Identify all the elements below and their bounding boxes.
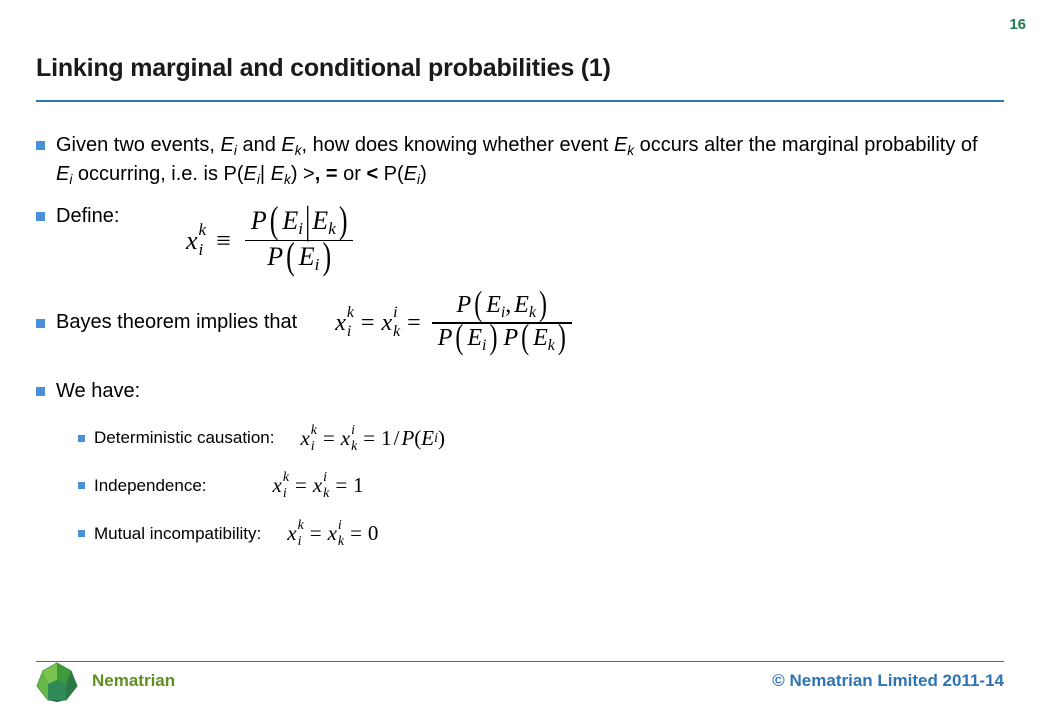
intro-part-e: , how does knowing whether event	[301, 134, 614, 156]
intro-sub-i-4: i	[417, 171, 421, 187]
eq-define-lhs-sup: k	[198, 220, 207, 240]
intro-sub-i-2: i	[69, 171, 73, 187]
equation-define	[186, 198, 1004, 278]
intro-part-p: <	[366, 162, 379, 185]
eq-bayes-lhs1-sub: i	[346, 322, 352, 340]
sub-bullet-mutual-label: Mutual incompatibility:	[94, 524, 262, 544]
eq-mut-lhs1-sub: i	[297, 533, 302, 549]
bullet-square-icon	[78, 530, 85, 537]
bullet-intro-text	[56, 132, 986, 189]
intro-sub-i-3: i	[256, 171, 260, 187]
eq-mut-lhs2-sub: k	[337, 533, 345, 549]
eq-bayes-lhs1-indices	[347, 305, 354, 339]
eq-define-denominator: P ( Ei )	[267, 235, 332, 278]
eq-bayes-num-arg2-sub: k	[528, 303, 536, 321]
eq-bayes-num-comma: ,	[505, 291, 512, 318]
eq-det-value: 1	[381, 425, 392, 450]
eq-define-den-fn: P	[267, 242, 284, 272]
equation-bayes	[335, 285, 576, 357]
eq-ind-lhs1-sub: i	[282, 485, 287, 501]
eq-det-eq1: =	[322, 425, 335, 450]
eq-bayes-lhs2-sup: i	[393, 304, 398, 322]
eq-ind-eq2: =	[335, 473, 348, 498]
eq-bayes-denominator: P ( Ei ) P ( Ek )	[437, 318, 566, 357]
slide-number: 16	[1009, 16, 1026, 33]
eq-ind-lhs1-var: x	[272, 473, 282, 498]
bullet-square-icon	[36, 387, 45, 396]
intro-var-Ei-2: E	[56, 162, 70, 185]
eq-bayes-lhs1-sup: k	[346, 304, 354, 322]
intro-var-Ek-1: E	[281, 134, 295, 156]
eq-bayes-num-arg1-sub: i	[500, 303, 506, 321]
eq-ind-lhs1-sup: k	[282, 469, 289, 485]
eq-bayes-fraction	[432, 285, 572, 357]
eq-bayes-den-arg2-sub: k	[547, 336, 555, 354]
eq-define-den-arg-sub: i	[314, 255, 320, 275]
eq-mut-lhs1-var: x	[287, 521, 297, 546]
intro-part-m: ) >	[290, 162, 315, 185]
slide-header	[36, 55, 1004, 83]
equation-define-math	[186, 198, 357, 278]
eq-det-slash: /	[393, 425, 400, 450]
eq-mut-lhs2-indices	[338, 518, 344, 548]
eq-define-num-bar: |	[305, 198, 311, 242]
eq-mut-value: 0	[367, 521, 379, 546]
eq-define-relation: ≡	[216, 225, 231, 255]
eq-det-lhs2-var: x	[340, 425, 351, 450]
eq-det-eq2: =	[363, 425, 376, 450]
bullet-define-label: Define:	[56, 205, 120, 228]
eq-bayes-den-arg2: E	[533, 324, 548, 351]
eq-bayes-den-arg1-sub: i	[482, 336, 487, 354]
eq-bayes-lhs1-var: x	[335, 309, 346, 336]
intro-part-s: )	[420, 162, 427, 185]
intro-sub-i-1: i	[233, 142, 237, 158]
eq-bayes-num-arg1: E	[486, 291, 501, 318]
equation-mutual	[287, 519, 378, 549]
eq-bayes-den-fn2: P	[503, 324, 519, 351]
eq-det-lhs1-indices	[311, 423, 317, 453]
intro-var-Ei-4: E	[403, 162, 418, 185]
intro-var-Ek-3: E	[270, 162, 285, 185]
eq-define-num-arg1: E	[282, 205, 299, 235]
eq-bayes-den-fn1: P	[437, 324, 453, 351]
eq-ind-eq1: =	[294, 473, 307, 498]
eq-mut-eq1: =	[309, 521, 322, 546]
eq-mut-lhs2-sup: i	[337, 517, 342, 533]
eq-bayes-lhs2-var: x	[381, 309, 393, 336]
eq-mut-lhs1-sup: k	[297, 517, 304, 533]
eq-define-den-arg: E	[298, 242, 315, 272]
eq-det-lhs2-indices	[351, 423, 357, 453]
slide-footer	[36, 662, 1004, 704]
intro-sub-k-1: k	[294, 142, 302, 158]
equation-deterministic: x k i = x i k = 1 / P ( E i )	[300, 421, 445, 453]
eq-bayes-eq1: =	[360, 309, 375, 336]
eq-ind-lhs2-sub: k	[323, 485, 330, 501]
eq-define-num-arg2-sub: k	[328, 218, 336, 238]
eq-define-lhs-sub: i	[198, 240, 204, 260]
eq-define-num-arg1-sub: i	[298, 218, 304, 238]
bullet-square-icon	[78, 435, 85, 442]
bullet-wehave-label: We have:	[56, 379, 141, 402]
intro-part-a: Given two events,	[56, 134, 221, 156]
eq-det-lhs2-sub: k	[351, 437, 358, 453]
sub-bullet-deterministic	[78, 423, 1004, 453]
eq-bayes-num-arg2: E	[514, 291, 529, 318]
eq-det-lhs1-sup: k	[310, 421, 317, 437]
eq-mut-eq2: =	[350, 521, 362, 546]
eq-det-lhs1-sub: i	[310, 437, 315, 453]
bullet-intro	[36, 132, 1004, 189]
eq-bayes-lhs2-sub: k	[393, 322, 401, 340]
eq-det-den-arg-sub: i	[434, 430, 438, 446]
header-divider	[36, 100, 1004, 102]
intro-sub-k-2: k	[627, 142, 635, 158]
nematrian-logo-icon	[36, 662, 78, 702]
eq-det-lhs1-var: x	[300, 425, 310, 450]
eq-define-lhs-indices	[199, 221, 207, 258]
bullet-wehave	[36, 378, 1004, 406]
sub-bullet-deterministic-label: Deterministic causation:	[94, 428, 275, 448]
eq-bayes-den-arg1: E	[467, 324, 483, 351]
eq-mut-lhs1-indices	[298, 518, 304, 548]
bullet-square-icon	[78, 482, 85, 489]
eq-bayes-num-fn: P	[456, 291, 472, 318]
bullet-square-icon	[36, 212, 45, 221]
page-title: Linking marginal and conditional probabilities (1)	[36, 54, 611, 82]
eq-ind-lhs2-indices	[323, 470, 329, 500]
intro-part-q: P(	[378, 162, 404, 185]
eq-det-den-fn: P	[401, 425, 415, 450]
eq-define-numerator: P ( Ei|Ek )	[250, 198, 348, 242]
intro-sub-k-3: k	[284, 171, 291, 187]
eq-det-den-arg: E	[421, 425, 435, 450]
eq-define-num-fn: P	[250, 205, 267, 235]
copyright-text: © Nematrian Limited 2011-14	[772, 671, 1004, 690]
intro-part-k: |	[259, 162, 271, 185]
eq-ind-lhs2-sup: i	[323, 469, 328, 485]
bullet-bayes	[36, 285, 1004, 357]
eq-ind-lhs1-indices	[283, 470, 289, 500]
eq-define-lhs-var: x	[186, 225, 198, 255]
bullet-bayes-label: Bayes theorem implies that	[56, 311, 298, 334]
eq-ind-value: 1	[353, 473, 364, 498]
sub-bullet-independence-label: Independence:	[94, 476, 207, 496]
eq-det-lhs2-sup: i	[351, 421, 355, 437]
intro-var-Ei-1: E	[220, 134, 234, 156]
intro-var-Ek-2: E	[613, 134, 628, 156]
equation-independence	[273, 471, 364, 501]
eq-define-fraction	[245, 198, 354, 278]
intro-part-o: or	[337, 162, 367, 185]
intro-part-g: occurs alter the marginal probability of	[634, 134, 978, 156]
intro-part-n: , =	[314, 162, 338, 185]
sub-bullet-independence	[78, 471, 1004, 501]
intro-var-Ei-3: E	[243, 162, 257, 185]
eq-bayes-eq2: =	[407, 309, 421, 336]
eq-mut-lhs2-var: x	[327, 521, 337, 546]
eq-bayes-lhs2-indices	[393, 305, 400, 339]
brand-name: Nematrian	[92, 671, 176, 690]
slide-body	[36, 132, 1004, 555]
intro-part-c: and	[236, 134, 282, 156]
eq-define-num-arg2: E	[312, 205, 329, 235]
eq-bayes-numerator: P ( Ei, Ek )	[456, 285, 547, 324]
sub-bullet-mutual	[78, 519, 1004, 549]
bullet-square-icon	[36, 319, 45, 328]
bullet-square-icon	[36, 141, 45, 150]
intro-part-i: occurring, i.e. is P(	[72, 162, 244, 185]
eq-ind-lhs2-var: x	[312, 473, 323, 498]
